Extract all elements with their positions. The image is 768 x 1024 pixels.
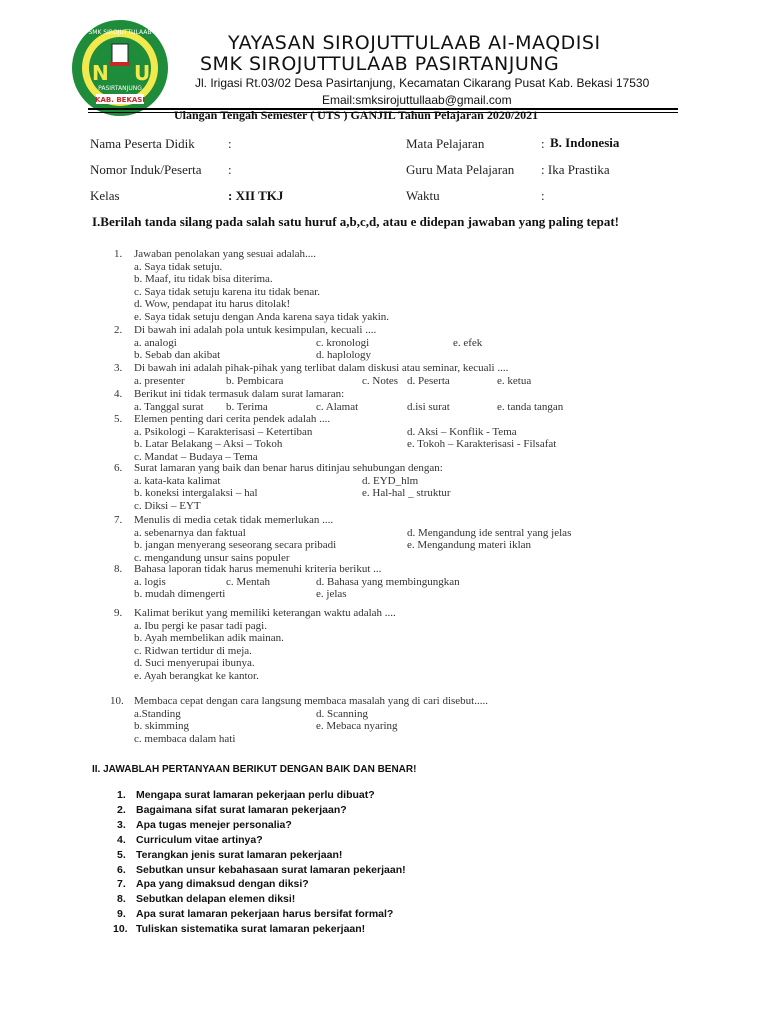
school-name: SMK SIROJUTTULAAB PASIRTANJUNG — [200, 53, 560, 75]
question-number: 4. — [114, 388, 123, 400]
svg-text:KAB. BEKASI: KAB. BEKASI — [95, 96, 145, 104]
class-label: Kelas — [90, 188, 120, 203]
answer-option[interactable]: d.isi surat — [407, 400, 450, 413]
question-text: Di bawah ini adalah pola untuk kesimpulan, kecuali .... — [134, 324, 377, 336]
essay-question: Apa yang dimaksud dengan diksi? — [136, 878, 309, 891]
nis-label: Nomor Induk/Peserta — [90, 162, 202, 177]
essay-question: Sebutkan delapan elemen diksi! — [136, 893, 296, 906]
answer-option[interactable]: b. Sebab dan akibat — [134, 349, 221, 362]
answer-option[interactable]: a. presenter — [134, 374, 185, 387]
answer-option[interactable]: d. Mengandung ide sentral yang jelas — [407, 526, 572, 539]
answer-option[interactable]: d. Aksi – Konflik - Tema — [407, 425, 517, 438]
answer-option[interactable]: a. analogi — [134, 336, 177, 349]
essay-question: Apa tugas menejer personalia? — [136, 818, 292, 831]
answer-option[interactable]: e. ketua — [497, 374, 532, 387]
svg-text:N: N — [92, 61, 109, 85]
class-value: : XII TKJ — [228, 188, 284, 203]
essay-number: 7. — [117, 878, 126, 891]
question-text: Di bawah ini adalah pihak-pihak yang terlibat dalam diskusi atau seminar, kecuali .... — [134, 362, 509, 374]
answer-option[interactable]: b. Latar Belakang – Aksi – Tokoh — [134, 438, 283, 451]
answer-option[interactable]: e. Saya tidak setuju dengan Anda karena saya tidak yakin. — [134, 311, 390, 323]
essay-number: 1. — [117, 789, 126, 801]
answer-option[interactable]: d. Wow, pendapat itu harus ditolak! — [134, 298, 291, 311]
essay-question: Mengapa surat lamaran pekerjaan perlu dibuat? — [136, 789, 375, 801]
question-number: 7. — [114, 514, 123, 526]
section2-title: II. JAWABLAH PERTANYAAN BERIKUT DENGAN BAIK DAN BENAR! — [92, 764, 417, 775]
question-text: Surat lamaran yang baik dan benar harus ditinjau sehubungan dengan: — [134, 462, 443, 474]
question-text: Berikut ini tidak termasuk dalam surat lamaran: — [134, 388, 345, 400]
question-text: Elemen penting dari cerita pendek adalah .... — [134, 413, 331, 425]
answer-option[interactable]: b. Maaf, itu tidak bisa diterima. — [134, 273, 273, 286]
name-value[interactable]: : — [228, 136, 232, 151]
answer-option[interactable]: d. Scanning — [316, 707, 368, 720]
answer-option[interactable]: a. Saya tidak setuju. — [134, 260, 223, 273]
essay-number: 4. — [117, 833, 126, 846]
answer-option[interactable]: d. EYD_hlm — [362, 474, 419, 487]
answer-option[interactable]: b. mudah dimengerti — [134, 588, 226, 601]
answer-option[interactable]: e. Hal-hal _ struktur — [362, 487, 451, 500]
subject-colon: : — [541, 136, 545, 151]
answer-option[interactable]: c. mengandung unsur sains populer — [134, 551, 290, 564]
answer-option[interactable]: c. Mandat – Budaya – Tema — [134, 450, 258, 463]
time-label: Waktu — [406, 188, 440, 203]
school-address: Jl. Irigasi Rt.03/02 Desa Pasirtanjung, Kecamatan Cikarang Pusat Kab. Bekasi 17530 — [195, 76, 650, 90]
essay-number: 6. — [117, 863, 126, 876]
answer-option[interactable]: c. kronologi — [316, 336, 370, 349]
answer-option[interactable]: c. membaca dalam hati — [134, 732, 236, 745]
question-text: Kalimat berikut yang memiliki keterangan waktu adalah .... — [134, 607, 396, 619]
answer-option[interactable]: a. logis — [134, 575, 166, 588]
name-label: Nama Peserta Didik — [90, 136, 195, 151]
answer-option[interactable]: c. Saya tidak setuju karena itu tidak benar. — [134, 285, 321, 298]
question-text: Bahasa laporan tidak harus memenuhi kriteria berikut ... — [134, 563, 382, 575]
essay-number: 10. — [113, 923, 128, 936]
answer-option[interactable]: d. Bahasa yang membingungkan — [316, 575, 460, 588]
org-name: YAYASAN SIROJUTTULAAB AI-MAQDISI — [228, 32, 601, 54]
question-number: 2. — [114, 324, 123, 336]
section1-instruction: I.Berilah tanda silang pada salah satu huruf a,b,c,d, atau e didepan jawaban yang paling tepat! — [92, 214, 619, 229]
answer-option[interactable]: d. Peserta — [407, 374, 450, 387]
answer-option[interactable]: e. Ayah berangkat ke kantor. — [134, 670, 259, 682]
answer-option[interactable]: c. Ridwan tertidur di meja. — [134, 644, 252, 657]
question-number: 1. — [114, 248, 123, 260]
question-text: Membaca cepat dengan cara langsung membaca masalah yang di cari disebut..... — [134, 695, 488, 707]
answer-option[interactable]: e. Mebaca nyaring — [316, 720, 398, 733]
answer-option[interactable]: a. Tanggal surat — [134, 400, 204, 413]
essay-question: Sebutkan unsur kebahasaan surat lamaran pekerjaan! — [136, 863, 406, 876]
school-logo — [70, 18, 170, 118]
question-number: 10. — [110, 695, 124, 707]
answer-option[interactable]: a. sebenarnya dan faktual — [134, 526, 246, 539]
answer-option[interactable]: e. Tokoh – Karakterisasi - Filsafat — [407, 438, 557, 451]
answer-option[interactable]: b. skimming — [134, 720, 190, 733]
answer-option[interactable]: b. koneksi intergalaksi – hal — [134, 487, 258, 500]
answer-option[interactable]: d. Suci menyerupai ibunya. — [134, 657, 255, 670]
answer-option[interactable]: a.Standing — [134, 707, 181, 720]
teacher-value: : Ika Prastika — [541, 162, 610, 177]
subject-value: B. Indonesia — [550, 135, 620, 150]
question-text: Jawaban penolakan yang sesuai adalah.... — [134, 248, 317, 260]
answer-option[interactable]: c. Mentah — [226, 575, 270, 588]
answer-option[interactable]: d. haplology — [316, 349, 371, 362]
essay-number: 5. — [117, 848, 126, 861]
svg-text:U: U — [134, 61, 151, 85]
answer-option[interactable]: b. Pembicara — [226, 374, 284, 387]
essay-number: 8. — [117, 893, 126, 906]
subject-label: Mata Pelajaran — [406, 136, 485, 151]
exam-title: Ulangan Tengah Semester ( UTS ) GANJIL Tahun Pelajaran 2020/2021 — [174, 108, 539, 122]
answer-option[interactable]: b. jangan menyerang seseorang secara pribadi — [134, 539, 337, 552]
essay-question: Bagaimana sifat surat lamaran pekerjaan? — [136, 803, 347, 816]
answer-option[interactable]: c. Notes — [362, 374, 399, 387]
time-value[interactable]: : — [541, 188, 545, 203]
teacher-label: Guru Mata Pelajaran — [406, 162, 515, 177]
essay-question: Tuliskan sistematika surat lamaran pekerjaan! — [136, 923, 366, 936]
essay-question: Apa surat lamaran pekerjaan harus bersifat formal? — [136, 908, 394, 921]
school-email: Email:smksirojuttullaab@gmail.com — [322, 93, 512, 107]
question-text: Menulis di media cetak tidak memerlukan .... — [134, 514, 334, 526]
essay-number: 3. — [117, 818, 126, 831]
svg-text:SMK SIROJUTTULAAB: SMK SIROJUTTULAAB — [88, 29, 152, 36]
answer-option[interactable]: e. jelas — [316, 588, 347, 601]
question-number: 8. — [114, 563, 123, 575]
question-number: 6. — [114, 462, 123, 474]
answer-option[interactable]: b. Ayah membelikan adik mainan. — [134, 632, 284, 645]
question-number: 9. — [114, 607, 123, 619]
answer-option[interactable]: a. Ibu pergi ke pasar tadi pagi. — [134, 619, 267, 632]
question-number: 3. — [114, 362, 123, 374]
answer-option[interactable]: a. Psikologi – Karakterisasi – Ketertiban — [134, 425, 313, 438]
answer-option[interactable]: a. kata-kata kalimat — [134, 474, 221, 487]
essay-number: 2. — [117, 803, 126, 816]
answer-option[interactable]: e. efek — [453, 336, 483, 349]
answer-option[interactable]: e. tanda tangan — [497, 400, 564, 413]
question-number: 5. — [114, 413, 123, 425]
answer-option[interactable]: c. Diksi – EYT — [134, 499, 201, 512]
answer-option[interactable]: c. Alamat — [316, 400, 359, 413]
essay-number: 9. — [117, 908, 126, 921]
essay-question: Curriculum vitae artinya? — [136, 833, 263, 846]
essay-question: Terangkan jenis surat lamaran pekerjaan! — [136, 848, 343, 861]
nis-value[interactable]: : — [228, 162, 232, 177]
answer-option[interactable]: e. Mengandung materi iklan — [407, 539, 532, 552]
answer-option[interactable]: b. Terima — [226, 400, 268, 413]
svg-text:PASIRTANJUNG: PASIRTANJUNG — [98, 85, 142, 92]
